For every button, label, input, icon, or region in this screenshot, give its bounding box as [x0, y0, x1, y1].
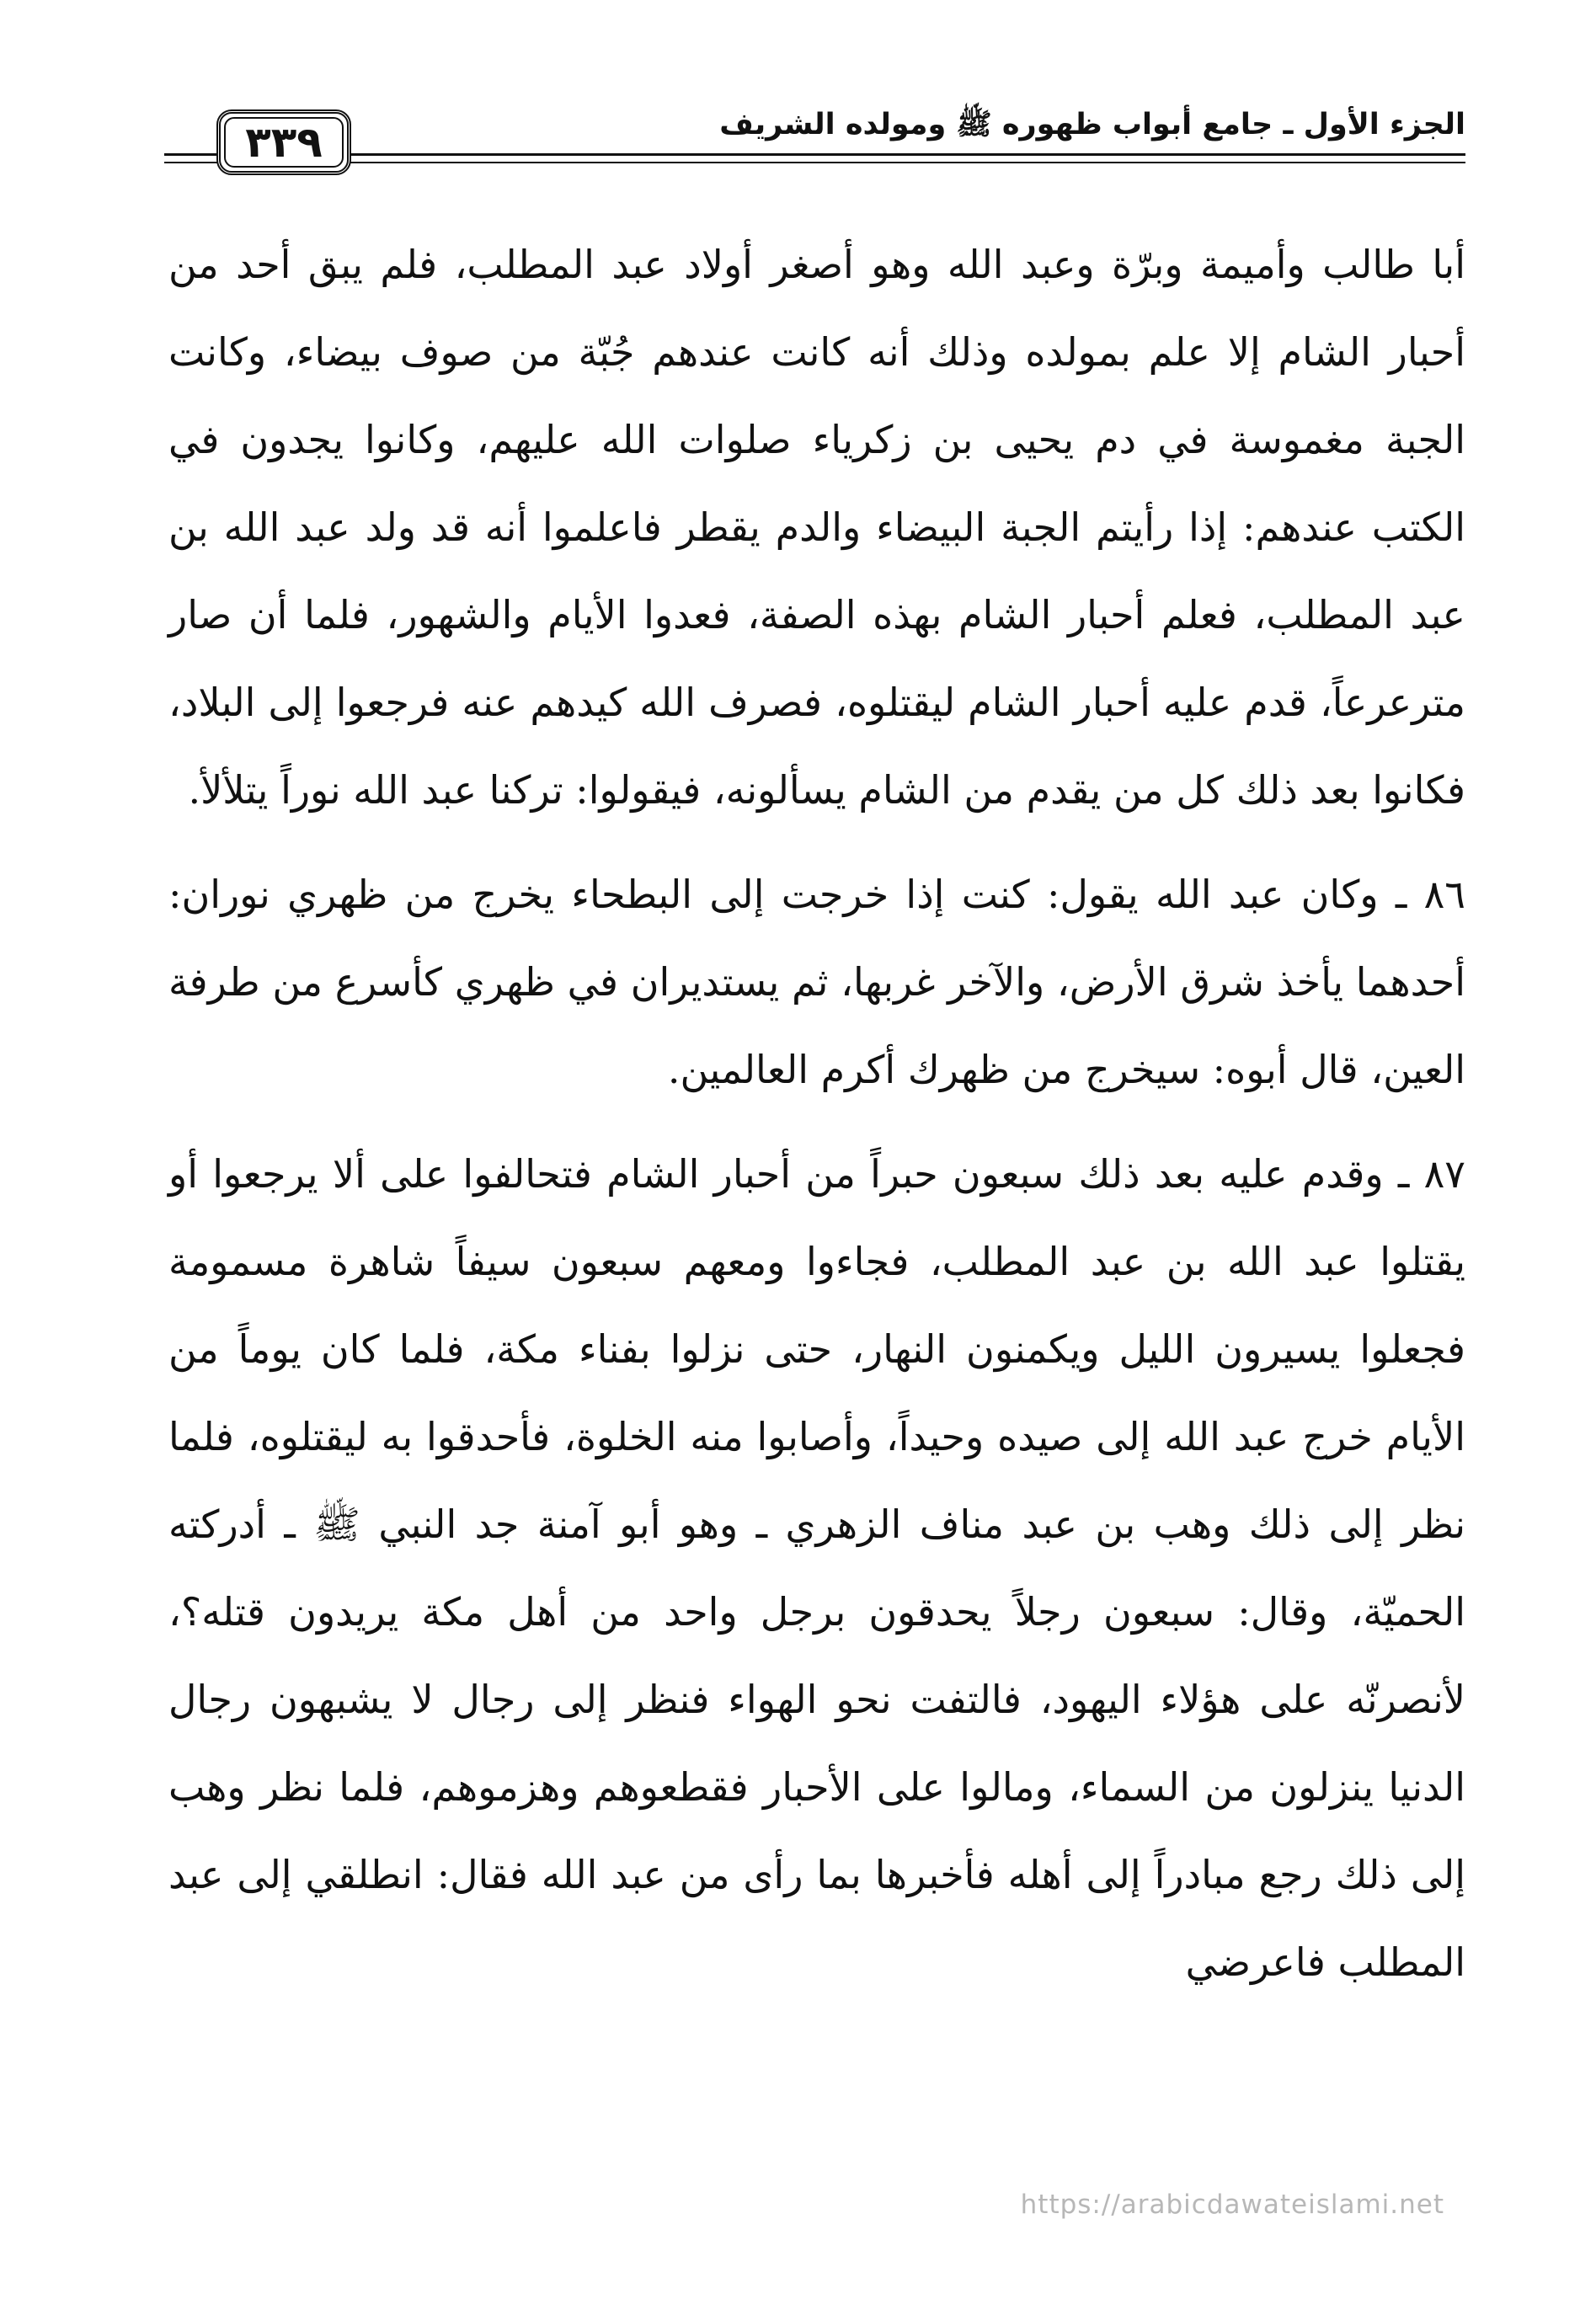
header-rule-top [164, 153, 1465, 156]
page-number: ٣٣٩ [216, 109, 351, 175]
paragraph-86: ٨٦ ـ وكان عبد الله يقول: كنت إذا خرجت إلى البطحاء يخرج من ظهري نوران: أحدهما يأخذ شرق الأرض، والآخر غربها، ثم يستديران في ظهري كأسرع من طرفة العين، قال أبوه: سيخرج من ظهرك أكرم العالمين. [168, 872, 1465, 1092]
running-header-title: الجزء الأول ـ جامع أبواب ظهوره ﷺ ومولده الشريف [719, 108, 1465, 141]
body-text [168, 221, 1465, 2006]
page-header [164, 103, 1465, 183]
paragraph-87: ٨٧ ـ وقدم عليه بعد ذلك سبعون حبراً من أحبار الشام فتحالفوا على ألا يرجعوا أو يقتلوا عبد الله بن عبد المطلب، فجاءوا ومعهم سبعون سيفاً شاهرة مسمومة فجعلوا يسيرون الليل ويكمنون النهار، حتى نزلوا بفناء مكة، فلما كان يوماً من الأيام خرج عبد الله إلى صيده وحيداً، وأصابوا منه الخلوة، فأحدقوا به ليقتلوه، فلما نظر إلى ذلك وهب بن عبد مناف الزهري ـ وهو أبو آمنة جد النبي ﷺ ـ أدركته الحميّة، وقال: سبعون رجلاً يحدقون برجل واحد من أهل مكة يريدون قتله؟، لأنصرنّه على هؤلاء اليهود، فالتفت نحو الهواء فنظر إلى رجال لا يشبهون رجال الدنيا ينزلون من السماء، ومالوا على الأحبار فقطعوهم وهزموهم، فلما نظر وهب إلى ذلك رجع مبادراً إلى أهله فأخبرها بما رأى من عبد الله فقال: انطلقي إلى عبد المطلب فاعرضي [168, 1151, 1465, 1985]
paragraph-continuation: أبا طالب وأميمة وبرّة وعبد الله وهو أصغر أولاد عبد المطلب، فلم يبق أحد من أحبار الشام إلا علم بمولده وذلك أنه كانت عندهم جُبّة من صوف بيضاء، وكانت الجبة مغموسة في دم يحيى بن زكرياء صلوات الله عليهم، وكانوا يجدون في الكتب عندهم: إذا رأيتم الجبة البيضاء والدم يقطر فاعلموا أنه قد ولد عبد الله بن عبد المطلب، فعلم أحبار الشام بهذه الصفة، فعدوا الأيام والشهور، فلما أن صار مترعرعاً، قدم عليه أحبار الشام ليقتلوه، فصرف الله كيدهم عنه فرجعوا إلى البلاد، فكانوا بعد ذلك كل من يقدم من الشام يسألونه، فيقولوا: تركنا عبد الله نوراً يتلألأ. [168, 242, 1466, 813]
header-rule-bottom [164, 162, 1465, 163]
watermark-url: https://arabicdawateislami.net [1020, 2190, 1444, 2220]
